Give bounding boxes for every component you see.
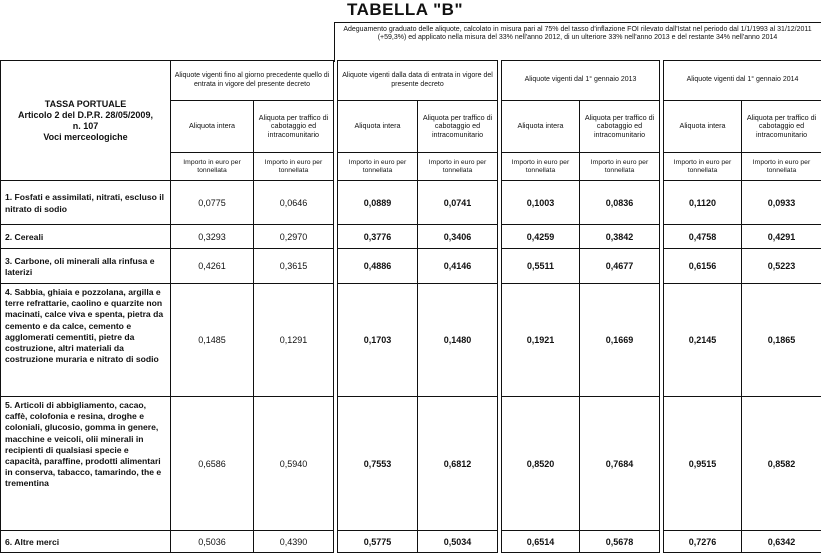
table-row (1, 531, 821, 553)
rate-cell: 0,7276 (664, 531, 742, 553)
rate-cell: 0,0836 (580, 181, 660, 225)
rate-cell: 0,2145 (664, 284, 742, 397)
table-row (1, 225, 821, 249)
rate-cell: 0,5034 (418, 531, 498, 553)
table-row (1, 284, 821, 397)
row-label: 1. Fosfati e assimilati, nitrati, escluso il nitrato di sodio (1, 181, 171, 225)
rate-cell: 0,6342 (742, 531, 821, 553)
rate-cell: 0,0646 (254, 181, 334, 225)
rate-cell: 0,0933 (742, 181, 821, 225)
rate-cell: 0,1669 (580, 284, 660, 397)
subheader-aliquota-intera: Aliquota intera (664, 101, 742, 153)
rate-cell: 0,5223 (742, 249, 821, 284)
rate-cell: 0,4677 (580, 249, 660, 284)
rate-cell: 0,8582 (742, 397, 821, 531)
rate-cell: 0,4886 (338, 249, 418, 284)
unit-label: Importo in euro per tonnellata (664, 153, 742, 181)
rate-cell: 0,4259 (502, 225, 580, 249)
subheader-aliquota-cabotaggio: Aliquota per traffico di cabotaggio ed intracomunitario (254, 101, 334, 153)
unit-label: Importo in euro per tonnellata (418, 153, 498, 181)
subheader-aliquota-intera: Aliquota intera (338, 101, 418, 153)
row-label: 5. Articoli di abbigliamento, cacao, caffè, colofonia e resina, droghe e coloniali, glucosio, gomma in genere, macchine e veicoli, olii minerali in recipienti di qualsiasi specie e capacità, paraffine, prodotti alimentari in conserva, tabacco, tamarindo, the e trementina (1, 397, 171, 531)
rate-cell: 0,4291 (742, 225, 821, 249)
rate-cell: 0,4146 (418, 249, 498, 284)
group-header-current: Aliquote vigenti dalla data di entrata in vigore del presente decreto (338, 61, 498, 101)
rate-cell: 0,5678 (580, 531, 660, 553)
rate-cell: 0,5511 (502, 249, 580, 284)
group-header-prev: Aliquote vigenti fino al giorno precedente quello di entrata in vigore del presente decreto (171, 61, 334, 101)
unit-label: Importo in euro per tonnellata (742, 153, 821, 181)
rate-cell: 0,1865 (742, 284, 821, 397)
unit-label: Importo in euro per tonnellata (580, 153, 660, 181)
subheader-aliquota-cabotaggio: Aliquota per traffico di cabotaggio ed intracomunitario (418, 101, 498, 153)
group-header-2013: Aliquote vigenti dal 1° gennaio 2013 (502, 61, 660, 101)
rate-cell: 0,7684 (580, 397, 660, 531)
subheader-aliquota-cabotaggio: Aliquota per traffico di cabotaggio ed intracomunitario (742, 101, 821, 153)
rate-cell: 0,5940 (254, 397, 334, 531)
subheader-aliquota-intera: Aliquota intera (171, 101, 254, 153)
tariff-table (0, 60, 821, 553)
document-subtitle: Adeguamento graduato delle aliquote, calcolato in misura pari al 75% del tasso d'inflazione FOI rilevato dall'Istat nel periodo dal 1/1/1993 al 31/12/2011 (+59,3%) ed applicato nella misura del 33% nell'anno 2012, di un ulteriore 33% nell'anno 2013 e del restante 34% nell'anno 2014 (334, 26, 821, 58)
rate-cell: 0,9515 (664, 397, 742, 531)
rate-cell: 0,4390 (254, 531, 334, 553)
rate-cell: 0,7553 (338, 397, 418, 531)
rate-cell: 0,3842 (580, 225, 660, 249)
row-label: 6. Altre merci (1, 531, 171, 553)
rate-cell: 0,3776 (338, 225, 418, 249)
rate-cell: 0,8520 (502, 397, 580, 531)
rate-cell: 0,1120 (664, 181, 742, 225)
unit-label: Importo in euro per tonnellata (171, 153, 254, 181)
rate-cell: 0,6586 (171, 397, 254, 531)
subheader-aliquota-cabotaggio: Aliquota per traffico di cabotaggio ed intracomunitario (580, 101, 660, 153)
rate-cell: 0,1003 (502, 181, 580, 225)
rate-cell: 0,0889 (338, 181, 418, 225)
rate-cell: 0,4261 (171, 249, 254, 284)
unit-label: Importo in euro per tonnellata (502, 153, 580, 181)
rate-cell: 0,1480 (418, 284, 498, 397)
subheader-aliquota-intera: Aliquota intera (502, 101, 580, 153)
rate-cell: 0,6156 (664, 249, 742, 284)
rate-cell: 0,3293 (171, 225, 254, 249)
rate-cell: 0,3615 (254, 249, 334, 284)
unit-label: Importo in euro per tonnellata (338, 153, 418, 181)
rate-cell: 0,2970 (254, 225, 334, 249)
header-main: TASSA PORTUALE Articolo 2 del D.P.R. 28/05/2009, n. 107 Voci merceologiche (1, 61, 171, 181)
rate-cell: 0,0775 (171, 181, 254, 225)
rate-cell: 0,6812 (418, 397, 498, 531)
rate-cell: 0,5036 (171, 531, 254, 553)
rate-cell: 0,1485 (171, 284, 254, 397)
rate-cell: 0,1703 (338, 284, 418, 397)
table-row (1, 249, 821, 284)
group-header-2014: Aliquote vigenti dal 1° gennaio 2014 (664, 61, 821, 101)
rate-cell: 0,3406 (418, 225, 498, 249)
document-title: TABELLA "B" (330, 0, 480, 22)
row-label: 2. Cereali (1, 225, 171, 249)
rate-cell: 0,1291 (254, 284, 334, 397)
unit-label: Importo in euro per tonnellata (254, 153, 334, 181)
rate-cell: 0,4758 (664, 225, 742, 249)
table-row (1, 397, 821, 531)
rate-cell: 0,0741 (418, 181, 498, 225)
rate-cell: 0,6514 (502, 531, 580, 553)
rate-cell: 0,5775 (338, 531, 418, 553)
row-label: 3. Carbone, oli minerali alla rinfusa e laterizi (1, 249, 171, 284)
rate-cell: 0,1921 (502, 284, 580, 397)
table-row (1, 181, 821, 225)
row-label: 4. Sabbia, ghiaia e pozzolana, argilla e terre refrattarie, caolino e quarzite non macinati, calce viva e spenta, pietra da cemento e da calce, cemento e agglomerati cementiti, pietre da costruzione, altri materiali da costruzione muraria e nitrato di sodio (1, 284, 171, 397)
